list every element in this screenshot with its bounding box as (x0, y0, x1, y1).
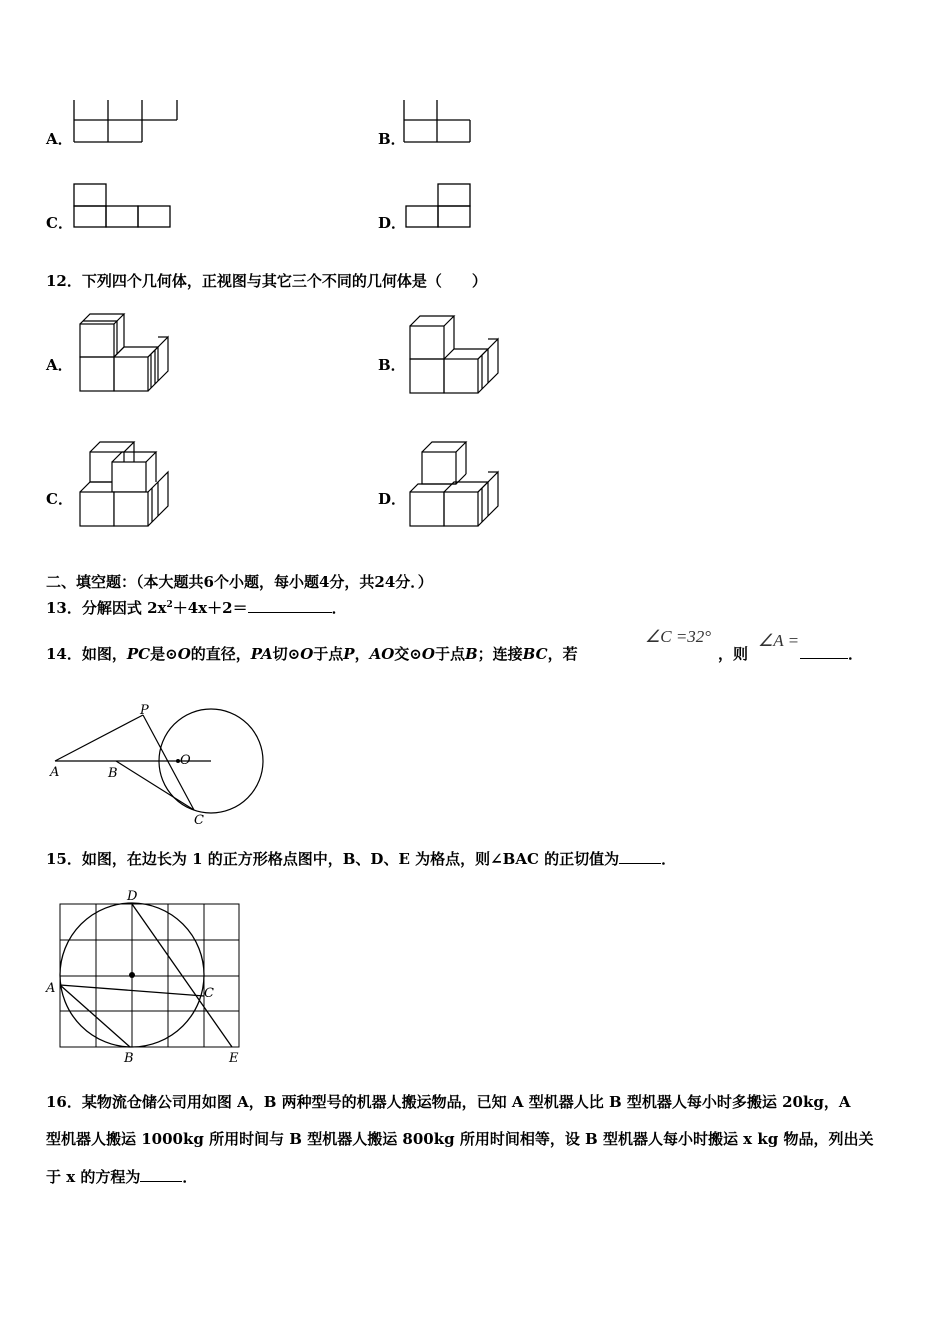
q15-answer-blank[interactable] (619, 863, 661, 864)
q14-line-ap (55, 715, 143, 761)
q13-answer-blank[interactable] (248, 612, 332, 613)
q15-number: 15． (46, 850, 82, 868)
q14-bc: BC (522, 645, 548, 663)
section2-title: 二、填空题：（本大题共6个小题，每小题4分，共24分．） (46, 573, 433, 591)
q12-option-a-figure (78, 308, 173, 396)
q15-end: ． (661, 850, 677, 868)
q16-line-2: 型机器人搬运 1000kg 所用时间与 B 型机器人搬运 800kg 所用时间相等，设 B 型机器人每小时搬运 x kg 物品，列出关 (46, 1130, 874, 1148)
q16-end: ． (182, 1168, 198, 1186)
q15-label-b: B (124, 1051, 134, 1066)
q14-angle-c: ∠C =32° (645, 627, 712, 646)
q14-text-6: ， (354, 645, 370, 663)
q16-number: 16． (46, 1093, 82, 1111)
q16-line-3 (46, 1166, 197, 1187)
q14-text-2: 是⊙ (150, 645, 178, 663)
q15-text: 如图，在边长为 1 的正方形格点图中，B、D、E 为格点，则∠BAC 的正切值为 (81, 850, 620, 868)
q14-ao: AO (369, 645, 395, 663)
q13-superscript: 2 (166, 600, 173, 610)
q13-stem (46, 597, 347, 618)
q14-end: ． (848, 645, 864, 663)
q12-text: 下列四个几何体，正视图与其它三个不同的几何体是（ ） (81, 272, 487, 290)
q15-stem (46, 848, 676, 869)
q15-label-e: E (229, 1051, 239, 1066)
q14-text-11: ，则 (718, 645, 749, 663)
q14-text-7: 交⊙ (394, 645, 422, 663)
q14-pa: PA (250, 645, 273, 663)
q12-option-c-figure (78, 438, 173, 530)
q15-line-ab (60, 985, 130, 1047)
q14-label-b: B (108, 766, 118, 781)
q15-center-dot (129, 972, 135, 978)
q14-b: B (464, 645, 478, 663)
q14-text-1: 如图， (81, 645, 127, 663)
q14-o3: O (421, 645, 435, 663)
q16-answer-blank[interactable] (140, 1181, 182, 1182)
q14-figure (40, 700, 240, 830)
q12-option-a-label: A． (46, 356, 73, 374)
q15-figure (44, 884, 249, 1069)
q14-text-10: ，若 (547, 645, 578, 663)
q14-label-c: C (194, 813, 204, 828)
q12-option-b-figure (408, 312, 503, 396)
q14-stem (46, 643, 578, 664)
q11-option-a-label: A． (46, 130, 73, 148)
q14-text-8: 于点 (434, 645, 465, 663)
q14-label-p: P (140, 703, 149, 718)
q14-answer (800, 643, 863, 664)
q14-text-4: 切⊙ (272, 645, 301, 663)
q14-label-a: A (50, 765, 60, 780)
q14-pc: PC (126, 645, 151, 663)
q15-label-a: A (46, 981, 56, 996)
q11-option-c-figure (74, 184, 174, 230)
q14-o2: O (300, 645, 314, 663)
q12-stem (46, 270, 487, 291)
q13-text-prefix: 分解因式 2x (81, 599, 167, 617)
q16-line-1 (46, 1091, 850, 1112)
q14-p: P (343, 645, 355, 663)
q14-answer-blank[interactable] (800, 658, 848, 659)
q14-text-3: 的直径， (190, 645, 251, 663)
q12-option-c-label: C． (46, 490, 73, 508)
q13-text-suffix: ＋4x＋2＝ (172, 599, 248, 617)
q11-option-d-label: D． (378, 214, 407, 232)
q12-number: 12． (46, 272, 82, 290)
q13-end: ． (331, 599, 347, 617)
q15-grid (60, 904, 239, 1047)
q15-label-c: C (204, 986, 214, 1001)
q14-text-9: ；连接 (477, 645, 523, 663)
q12-option-d-label: D． (378, 490, 407, 508)
q11-option-b-label: B． (378, 130, 406, 148)
q11-option-c-label: C． (46, 214, 73, 232)
q16-text-3: 于 x 的方程为 (46, 1168, 141, 1186)
q13-number: 13． (46, 599, 82, 617)
q14-angle-a: ∠A = (758, 631, 800, 650)
q11-option-d-figure (406, 184, 476, 230)
q12-option-b-label: B． (378, 356, 406, 374)
q15-label-d: D (127, 889, 138, 904)
q14-text-5: 于点 (313, 645, 344, 663)
q11-option-a-figure (74, 100, 184, 146)
q16-text-1: 某物流仓储公司用如图 A，B 两种型号的机器人搬运物品，已知 A 型机器人比 B 型机器人每小时多搬运 20kg，A (81, 1093, 851, 1111)
q14-line-bc (116, 761, 194, 810)
q11-option-b-figure (404, 100, 476, 146)
q14-label-o: O (180, 753, 191, 768)
q14-o1: O (177, 645, 191, 663)
q12-option-d-figure (408, 438, 503, 530)
q14-number: 14． (46, 645, 82, 663)
